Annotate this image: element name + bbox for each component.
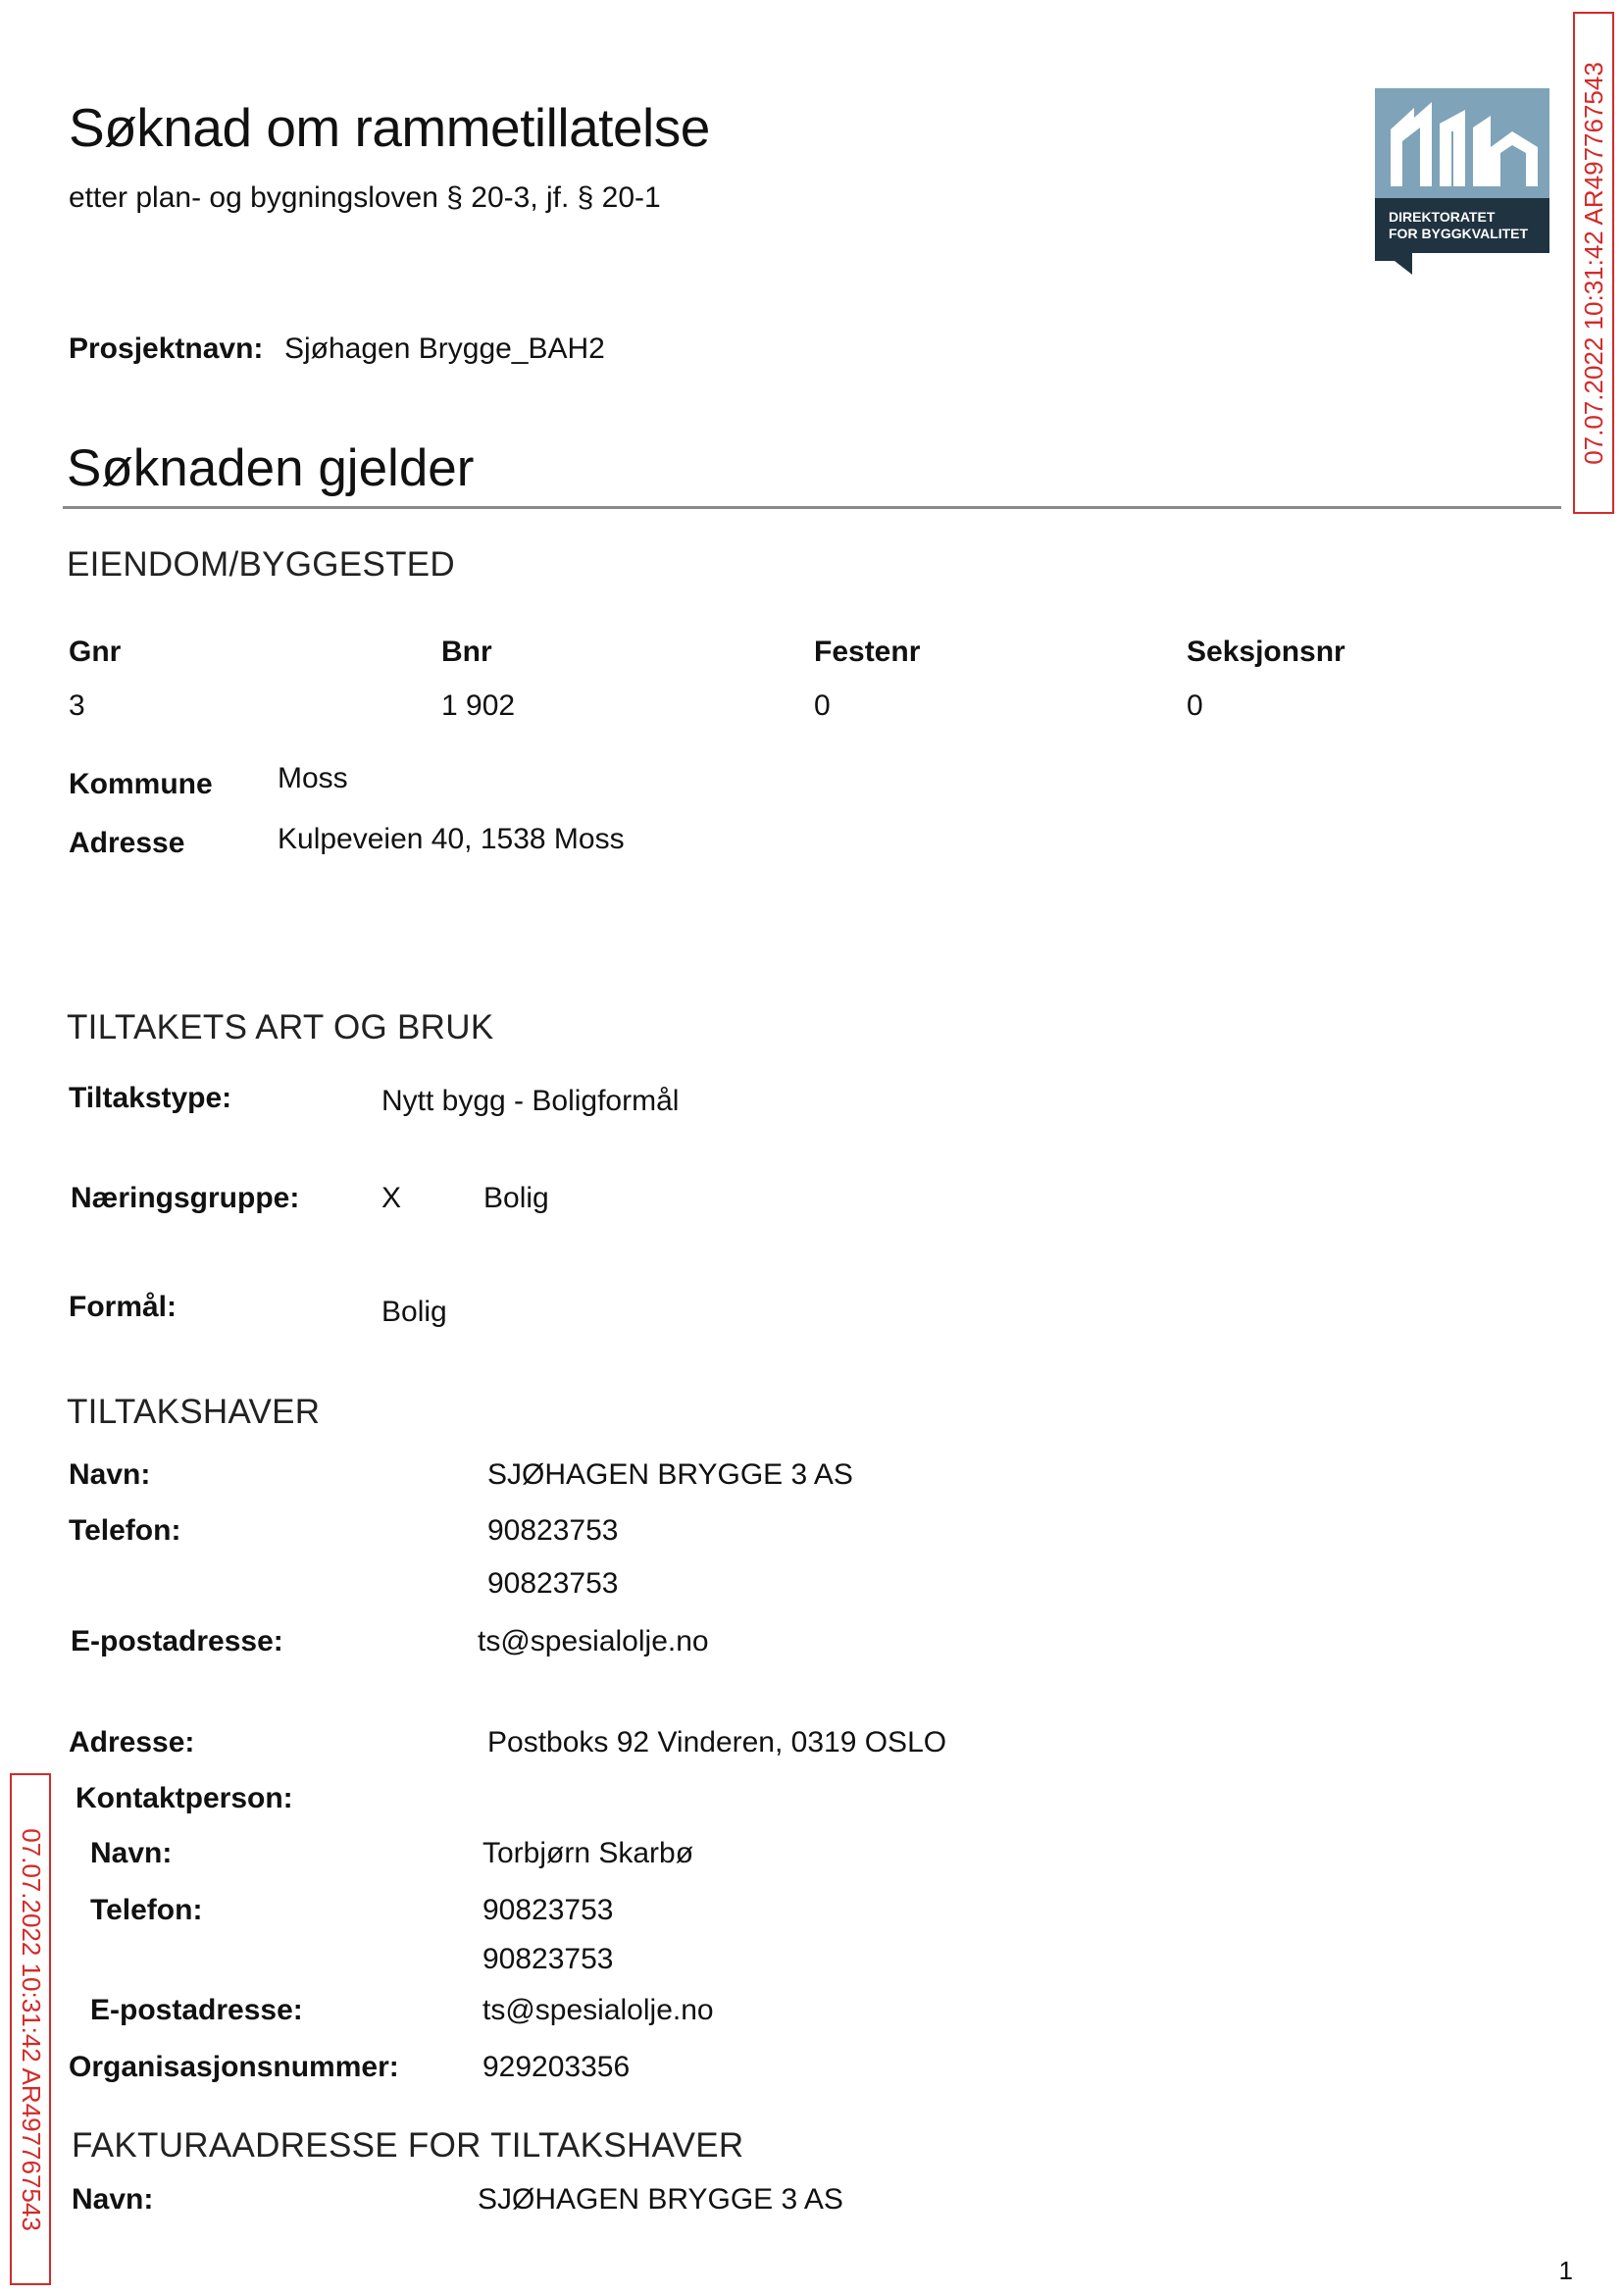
kontakt-epost-value: ts@spesialolje.no bbox=[482, 1994, 714, 2026]
section-divider bbox=[63, 506, 1561, 509]
naeringsgruppe-label: Næringsgruppe: bbox=[71, 1182, 300, 1214]
bnr-value: 1 902 bbox=[441, 689, 516, 722]
faktura-navn-label: Navn: bbox=[72, 2183, 154, 2216]
logo-text-line2: FOR BYGGKVALITET bbox=[1389, 226, 1529, 241]
document-title: Søknad om rammetillatelse bbox=[69, 97, 710, 158]
kontakt-navn-label: Navn: bbox=[90, 1837, 173, 1869]
seksjonsnr-label: Seksjonsnr bbox=[1187, 636, 1345, 668]
date-stamp-left bbox=[10, 1773, 51, 2285]
kontakt-telefon-1: 90823753 bbox=[482, 1894, 614, 1926]
orgnr-label: Organisasjonsnummer: bbox=[69, 2051, 399, 2083]
festenr-label: Festenr bbox=[814, 636, 921, 668]
kontakt-epost-label: E-postadresse: bbox=[90, 1994, 303, 2026]
tiltakstype-label: Tiltakstype: bbox=[69, 1082, 232, 1114]
naeringsgruppe-value: Bolig bbox=[483, 1182, 549, 1214]
document-subtitle: etter plan- og bygningsloven § 20-3, jf. § 20-1 bbox=[69, 181, 661, 214]
date-stamp-left-text: 07.07.2022 10:31:42 AR497767543 bbox=[16, 1827, 46, 2231]
kommune-label: Kommune bbox=[69, 768, 213, 800]
faktura-heading: FAKTURAADRESSE FOR TILTAKSHAVER bbox=[72, 2126, 744, 2165]
bnr-label: Bnr bbox=[441, 636, 492, 668]
kontakt-telefon-2: 90823753 bbox=[482, 1943, 614, 1975]
tiltakshaver-epost-label: E-postadresse: bbox=[71, 1625, 283, 1657]
tiltakshaver-epost-value: ts@spesialolje.no bbox=[478, 1625, 709, 1657]
project-label: Prosjektnavn: bbox=[69, 332, 264, 365]
faktura-navn-value: SJØHAGEN BRYGGE 3 AS bbox=[478, 2183, 843, 2216]
tiltakshaver-adresse-label: Adresse: bbox=[69, 1726, 195, 1759]
date-stamp-top bbox=[1573, 12, 1614, 514]
date-stamp-top-text: 07.07.2022 10:31:42 AR497767543 bbox=[1578, 61, 1608, 465]
tiltak-heading: TILTAKETS ART OG BRUK bbox=[67, 1008, 494, 1046]
seksjonsnr-value: 0 bbox=[1187, 689, 1203, 722]
orgnr-value: 929203356 bbox=[482, 2051, 631, 2083]
tiltakshaver-navn-label: Navn: bbox=[69, 1458, 151, 1491]
eiendom-heading: EIENDOM/BYGGESTED bbox=[67, 545, 455, 584]
tiltakstype-value: Nytt bygg - Boligformål bbox=[381, 1085, 680, 1117]
adresse-value: Kulpeveien 40, 1538 Moss bbox=[278, 823, 625, 855]
festenr-value: 0 bbox=[814, 689, 831, 722]
tiltakshaver-telefon-2: 90823753 bbox=[487, 1567, 619, 1600]
tiltakshaver-navn-value: SJØHAGEN BRYGGE 3 AS bbox=[487, 1458, 853, 1491]
kontakt-telefon-label: Telefon: bbox=[90, 1894, 203, 1926]
gnr-value: 3 bbox=[69, 689, 85, 722]
section-title: Søknaden gjelder bbox=[67, 439, 475, 497]
gnr-label: Gnr bbox=[69, 636, 122, 668]
formal-label: Formål: bbox=[69, 1291, 178, 1323]
page-number: 1 bbox=[1558, 2256, 1573, 2285]
kontaktperson-label: Kontaktperson: bbox=[76, 1782, 293, 1814]
tiltakshaver-adresse-value: Postboks 92 Vinderen, 0319 OSLO bbox=[487, 1726, 947, 1759]
naeringsgruppe-code: X bbox=[381, 1182, 402, 1214]
dibk-logo bbox=[1375, 88, 1549, 275]
adresse-label: Adresse bbox=[69, 827, 185, 859]
tiltakshaver-heading: TILTAKSHAVER bbox=[67, 1393, 321, 1431]
tiltakshaver-telefon-1: 90823753 bbox=[487, 1514, 619, 1547]
tiltakshaver-telefon-label: Telefon: bbox=[69, 1514, 181, 1547]
project-value: Sjøhagen Brygge_BAH2 bbox=[284, 332, 605, 365]
kontakt-navn-value: Torbjørn Skarbø bbox=[482, 1837, 694, 1869]
formal-value: Bolig bbox=[381, 1296, 447, 1328]
logo-text-line1: DIREKTORATET bbox=[1389, 209, 1496, 225]
kommune-value: Moss bbox=[278, 762, 348, 794]
